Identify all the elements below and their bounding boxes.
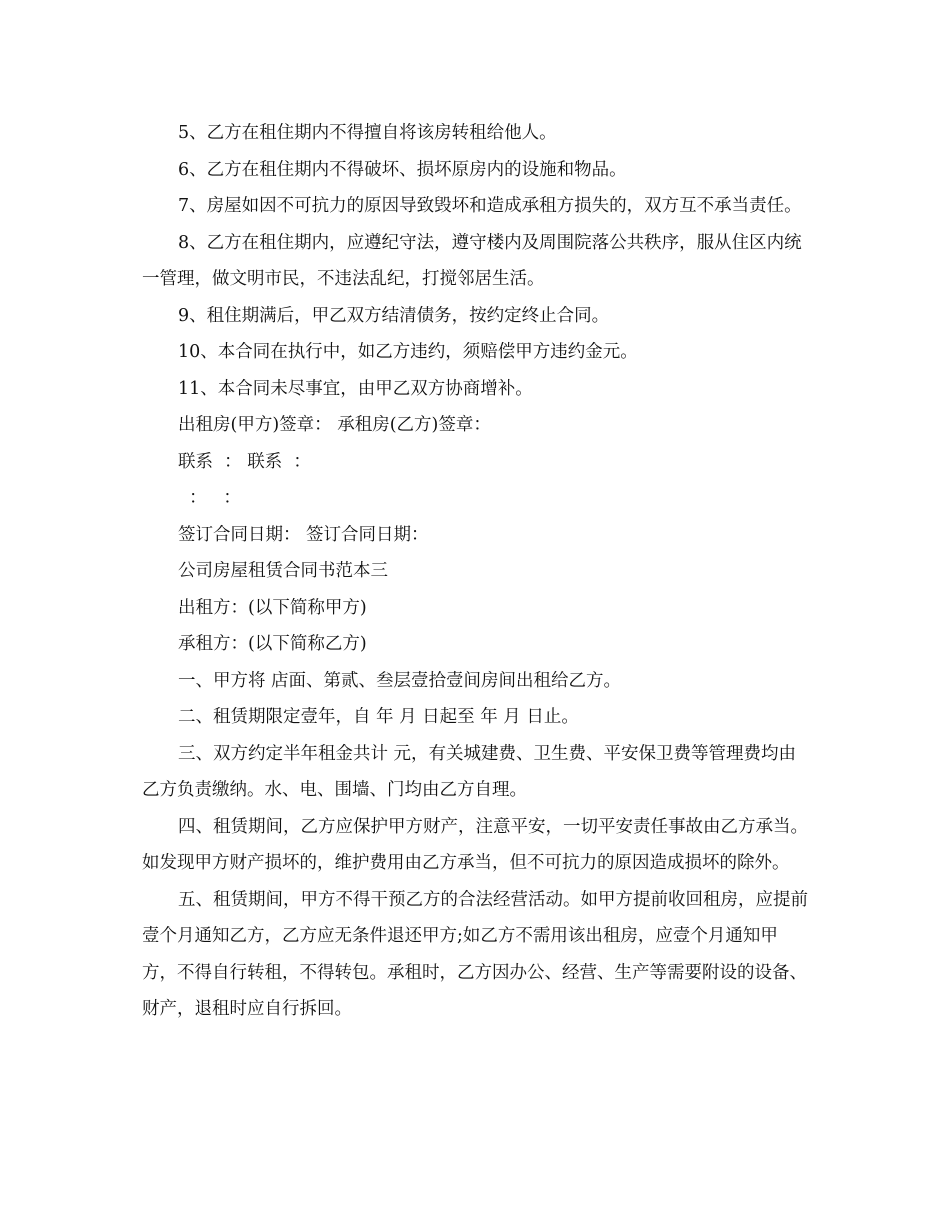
section-title: 公司房屋租赁合同书范本三: [178, 561, 388, 581]
article-5: 五、租赁期间，甲方不得干预乙方的合法经营活动。如甲方提前收回租房，应提前壹个月通知乙方，乙方应无条件退还甲方;如乙方不需用该出租房，应壹个月通知甲方，不得自行转租，不得转包。承租时，乙方因办公、经营、生产等需要附设的设备、财产，退租时应自行拆回。: [142, 889, 808, 1019]
clause-5: 5、乙方在租住期内不得擅自将该房转租给他人。: [178, 123, 557, 143]
signature-line: 出租房(甲方)签章： 承租房(乙方)签章：: [178, 415, 491, 435]
contact-line: 联系 ： 联系 ：: [178, 451, 311, 472]
clause-9: 9、租住期满后，甲乙双方结清债务，按约定终止合同。: [178, 305, 610, 326]
article-1: 一、甲方将 店面、第贰、叁层壹拾壹间房间出租给乙方。: [178, 670, 622, 691]
contact-colon-line: ： ：: [178, 488, 241, 508]
article-4: 四、租赁期间，乙方应保护甲方财产，注意平安，一切平安责任事故由乙方承当。如发现甲方财产损坏的，维护费用由乙方承当，但不可抗力的原因造成损坏的除外。: [142, 816, 808, 873]
clause-11: 11、本合同未尽事宜，由甲乙双方协商增补。: [178, 378, 533, 399]
clause-10: 10、本合同在执行中，如乙方违约，须赔偿甲方违约金元。: [178, 342, 638, 362]
document-body: [142, 115, 810, 1028]
clause-7: 7、房屋如因不可抗力的原因导致毁坏和造成承租方损失的，双方互不承当责任。: [178, 196, 802, 216]
clause-6: 6、乙方在租住期内不得破坏、损坏原房内的设施和物品。: [178, 159, 627, 180]
lessor-line: 出租方：(以下简称甲方): [178, 597, 367, 618]
lessee-line: 承租方：(以下简称乙方): [178, 634, 367, 654]
clause-8: 8、乙方在租住期内，应遵纪守法，遵守楼内及周围院落公共秩序，服从住区内统一管理，做文明市民，不违法乱纪，打搅邻居生活。: [142, 232, 802, 289]
article-3: 三、双方约定半年租金共计 元，有关城建费、卫生费、平安保卫费等管理费均由乙方负责缴纳。水、电、围墙、门均由乙方自理。: [142, 743, 797, 800]
article-2: 二、租赁期限定壹年，自 年 月 日起至 年 月 日止。: [178, 707, 579, 727]
signing-date-line: 签订合同日期： 签订合同日期：: [178, 524, 429, 545]
